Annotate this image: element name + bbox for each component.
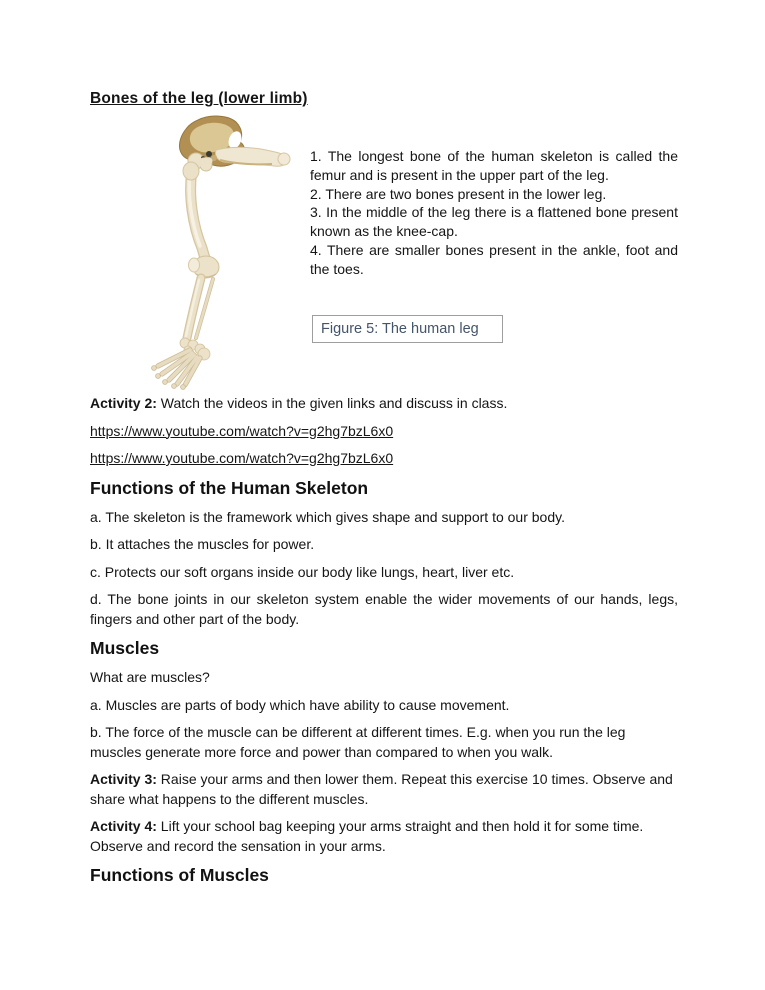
activity-4-label: Activity 4: xyxy=(90,818,157,834)
muscles-question: What are muscles? xyxy=(90,669,210,685)
document-body xyxy=(90,394,678,895)
youtube-link-2[interactable]: https://www.youtube.com/watch?v=g2hg7bzL6x0 xyxy=(90,450,394,466)
youtube-link-1[interactable]: https://www.youtube.com/watch?v=g2hg7bzL6x0 xyxy=(90,422,394,439)
skeleton-function-item-a: a. The skeleton is the framework which gives shape and support to our body. xyxy=(90,508,565,525)
skeleton-function-item-c: c. Protects our soft organs inside our body like lungs, heart, liver etc. xyxy=(90,563,515,580)
figure-caption: Figure 5: The human leg xyxy=(321,321,479,337)
youtube-link-2-line xyxy=(90,449,678,469)
youtube-link-1-line xyxy=(90,422,678,442)
muscle-item-a: a. Muscles are parts of body which have ability to cause movement. xyxy=(90,696,510,713)
activity-4-text: Lift your school bag keeping your arms straight and then hold it for some time. Observe and record the sensation in your arms. xyxy=(90,818,644,854)
activity-3-line xyxy=(90,770,678,809)
skeleton-function-item-b: b. It attaches the muscles for power. xyxy=(90,536,315,552)
muscles-heading: Muscles xyxy=(90,638,160,658)
activity-2-line xyxy=(90,394,678,414)
activity-3-text: Raise your arms and then lower them. Repeat this exercise 10 times. Observe and share what happens to the different muscles. xyxy=(90,771,673,807)
figure-point-1: 1. The longest bone of the human skeleton is called the femur and is present in the upper part of the leg. xyxy=(310,148,678,183)
skeleton-functions-heading: Functions of the Human Skeleton xyxy=(90,477,369,498)
figure-point-2: 2. There are two bones present in the lower leg. xyxy=(310,185,607,202)
figure-point-3: 3. In the middle of the leg there is a flattened bone present known as the knee-cap. xyxy=(310,204,678,240)
human-leg-image xyxy=(136,114,304,390)
skeleton-function-item-d: d. The bone joints in our skeleton system enable the wider movements of our hands, legs, fingers and other part of the body. xyxy=(90,591,678,627)
human-leg-skeleton-graphic xyxy=(136,114,304,390)
figure-point-4: 4. There are smaller bones present in the ankle, foot and the toes. xyxy=(310,241,678,277)
activity-4-line xyxy=(90,817,678,856)
activity-2-label: Activity 2: xyxy=(90,395,157,411)
figure-points xyxy=(310,147,678,279)
activity-3-label: Activity 3: xyxy=(90,771,157,787)
muscle-item-b: b. The force of the muscle can be different at different times. E.g. when you run the leg muscles generate more force and power than compared to when you walk. xyxy=(90,724,626,760)
muscles-functions-heading: Functions of Muscles xyxy=(90,865,269,885)
page-title: Bones of the leg (lower limb) xyxy=(90,90,308,107)
activity-2-text: Watch the videos in the given links and discuss in class. xyxy=(156,395,508,411)
figure-caption-box xyxy=(312,315,503,343)
